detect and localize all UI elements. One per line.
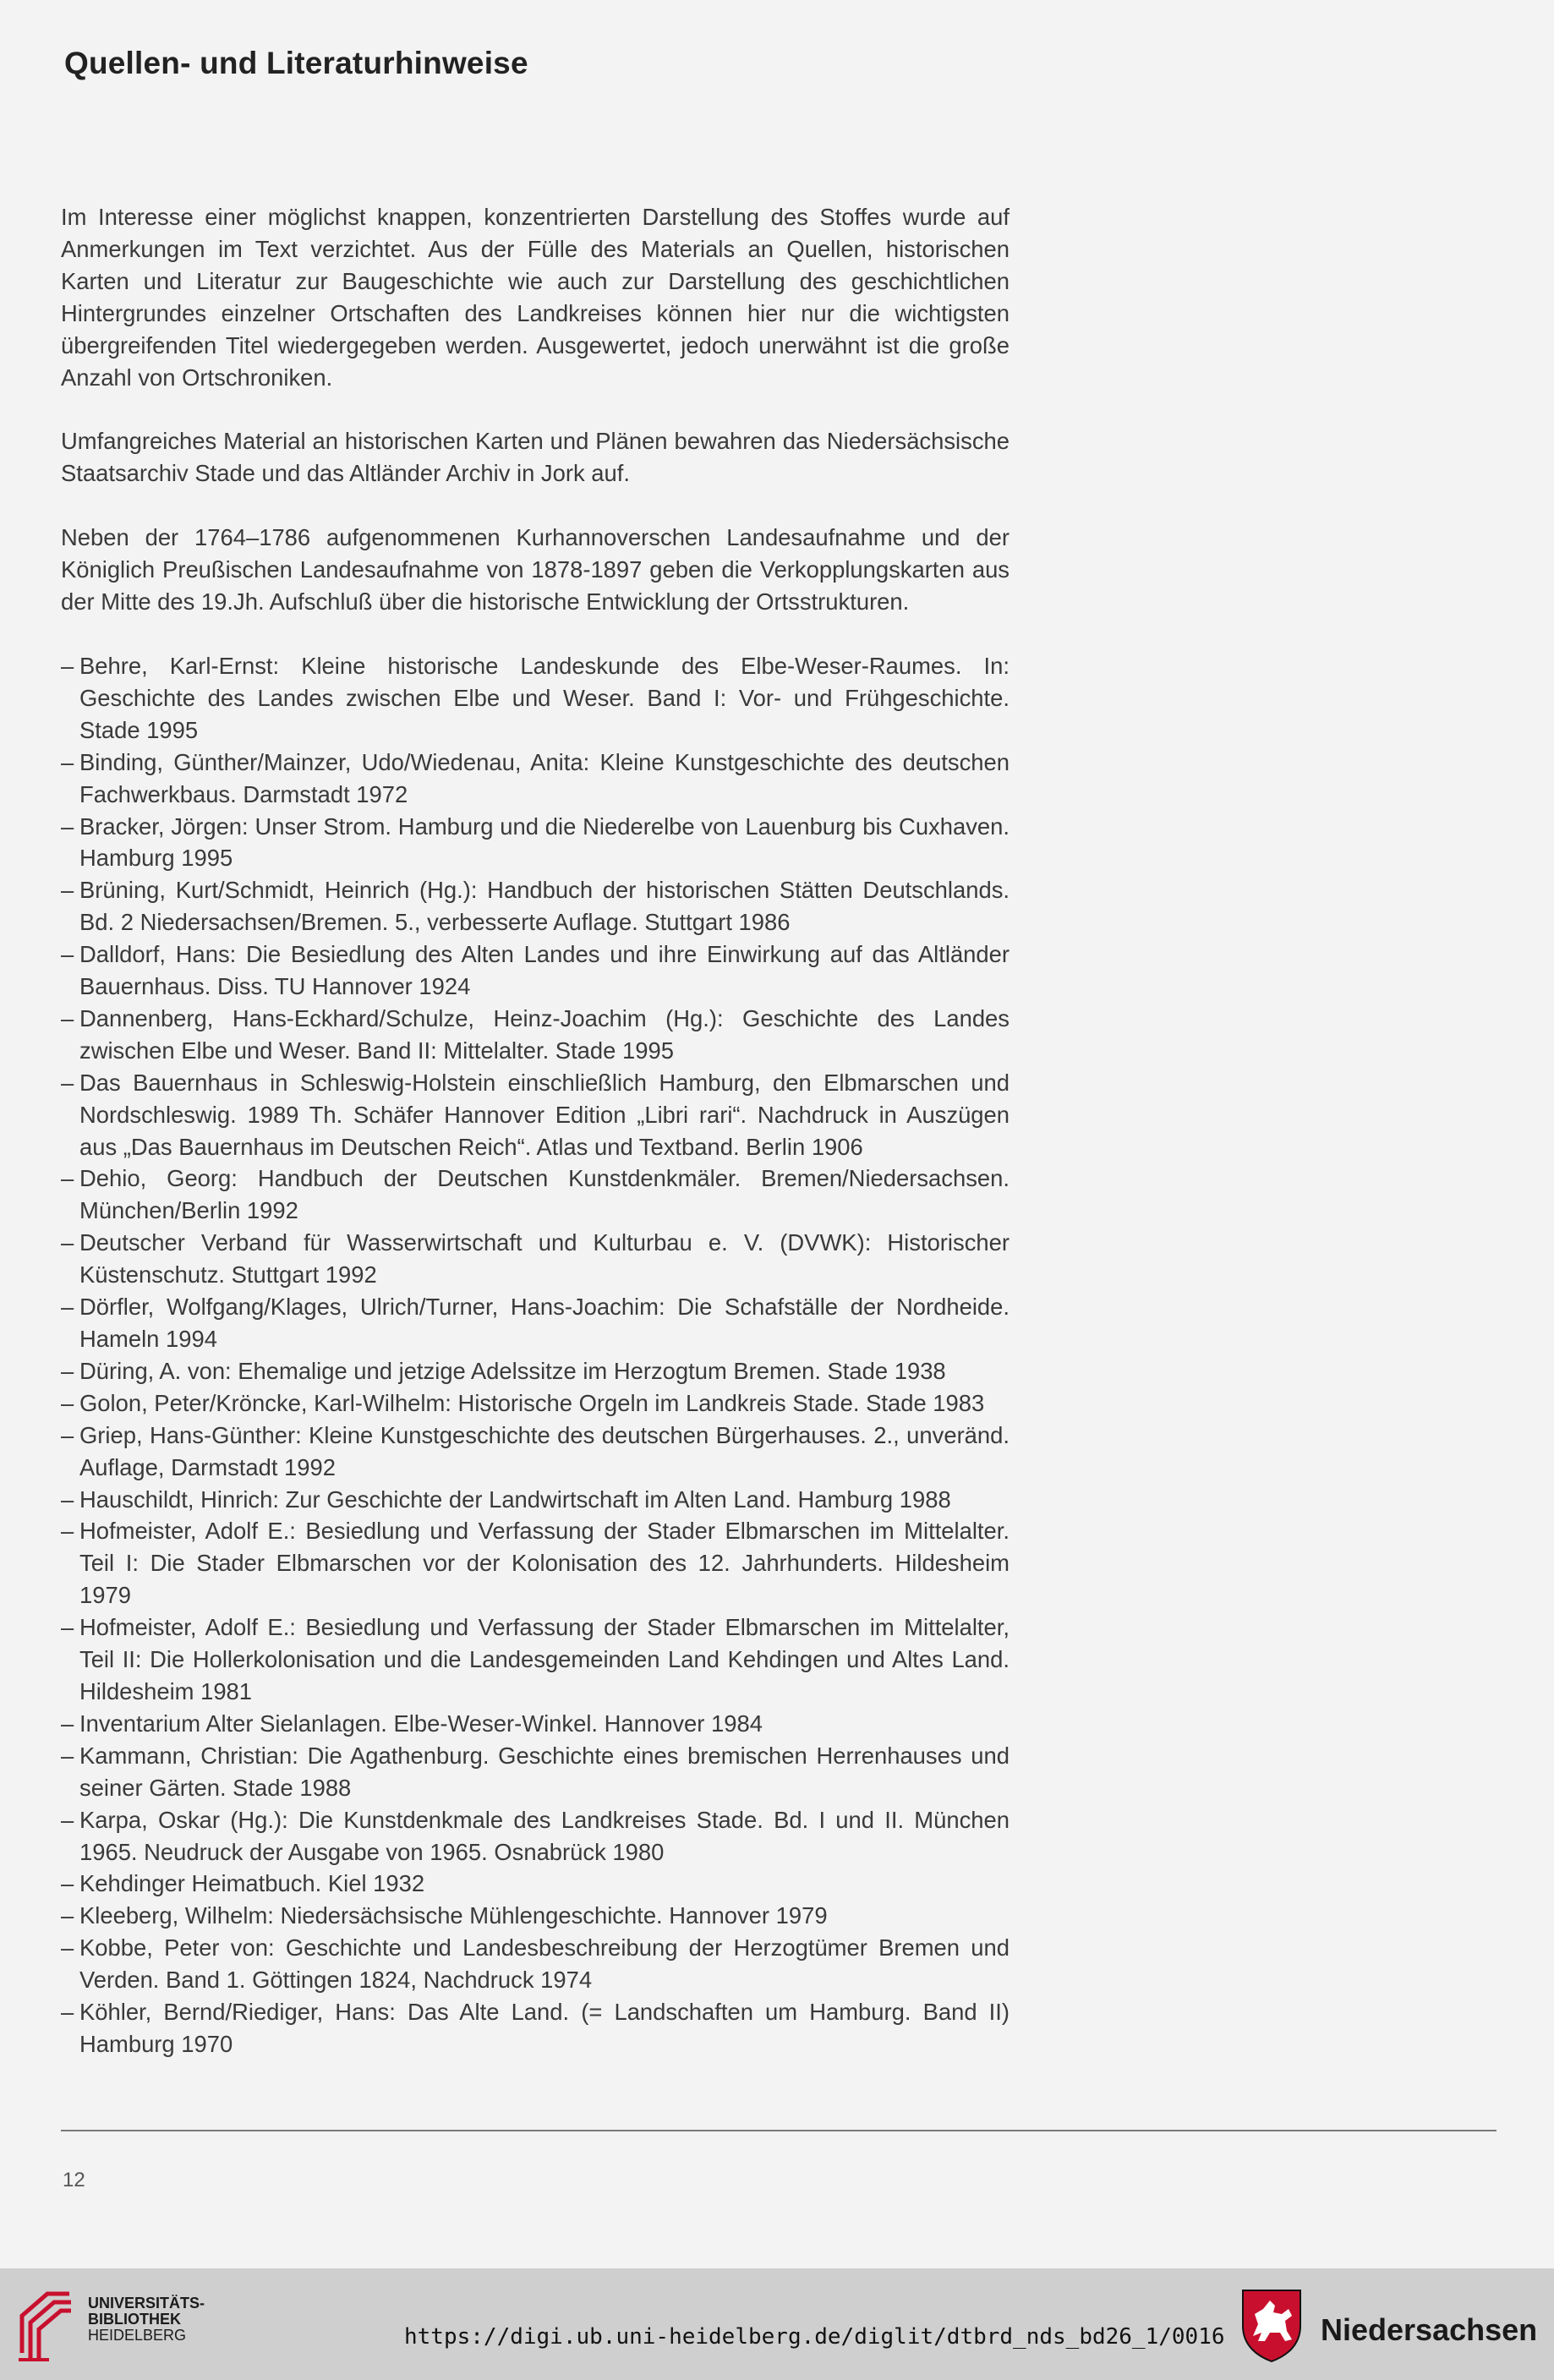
reference-item: – Karpa, Oskar (Hg.): Die Kunstdenkmale des Landkreises Stade. Bd. I und II. München 1965. Neudruck der Ausgabe von 1965. Osnabrück 1980 (61, 1804, 1010, 1868)
reference-item: – Kobbe, Peter von: Geschichte und Landesbeschreibung der Herzogtümer Bremen und Verden. Band 1. Göttingen 1824, Nachdruck 1974 (61, 1932, 1010, 1996)
reference-item: – Köhler, Bernd/Riediger, Hans: Das Alte Land. (= Landschaften um Hamburg. Band II) Hamburg 1970 (61, 1996, 1010, 2060)
reference-item: – Bracker, Jörgen: Unser Strom. Hamburg und die Niederelbe von Lauenburg bis Cuxhaven. Hamburg 1995 (61, 811, 1010, 875)
document-body (61, 201, 1010, 2060)
maps-paragraph: Neben der 1764–1786 aufgenommenen Kurhannoverschen Landesaufnahme und der Königlich Preußischen Landesaufnahme von 1878-1897 geben die Verkopplungskarten aus der Mitte des 19.Jh. Aufschluß über die historische Entwicklung der Ortsstrukturen. (61, 524, 1010, 616)
reference-item: – Griep, Hans-Günther: Kleine Kunstgeschichte des deutschen Bürgerhauses. 2., unveränd. Auflage, Darmstadt 1992 (61, 1420, 1010, 1484)
university-library-logo-icon (15, 2287, 76, 2363)
library-name-line: UNIVERSITÄTS- (88, 2295, 205, 2312)
intro-paragraph: Im Interesse einer möglichst knappen, konzentrierten Darstellung des Stoffes wurde auf Anmerkungen im Text verzichtet. Aus der Fülle des Materials an Quellen, historischen Karten und Literatur zur Baugeschichte wie auch zur Darstellung des geschichtlichen Hintergrundes einzelner Ortschaften des Landkreises können hier nur die wichtigsten übergreifenden Titel wiedergegeben werden. Ausgewertet, jedoch unerwähnt ist die große Anzahl von Ortschroniken. (61, 204, 1010, 391)
reference-item: – Hauschildt, Hinrich: Zur Geschichte der Landwirtschaft im Alten Land. Hamburg 1988 (61, 1484, 1010, 1516)
reference-item: – Kammann, Christian: Die Agathenburg. Geschichte eines bremischen Herrenhauses und seiner Gärten. Stade 1988 (61, 1740, 1010, 1804)
source-url-link[interactable]: https://digi.ub.uni-heidelberg.de/diglit/dtbrd_nds_bd26_1/0016 (404, 2324, 1225, 2350)
library-name (88, 2295, 205, 2344)
reference-item: – Dannenberg, Hans-Eckhard/Schulze, Heinz-Joachim (Hg.): Geschichte des Landes zwischen Elbe und Weser. Band II: Mittelalter. Stade 1995 (61, 1003, 1010, 1067)
reference-item: – Behre, Karl-Ernst: Kleine historische Landeskunde des Elbe-Weser-Raumes. In: Geschichte des Landes zwischen Elbe und Weser. Band I: Vor- und Frühgeschichte. Stade 1995 (61, 650, 1010, 747)
reference-item: – Kehdinger Heimatbuch. Kiel 1932 (61, 1868, 1010, 1900)
reference-item: – Hofmeister, Adolf E.: Besiedlung und Verfassung der Stader Elbmarschen im Mittelalter. Teil I: Die Stader Elbmarschen vor der Kolonisation des 12. Jahrhunderts. Hildesheim 1979 (61, 1515, 1010, 1611)
state-name: Niedersachsen (1321, 2312, 1538, 2347)
reference-item: – Kleeberg, Wilhelm: Niedersächsische Mühlengeschichte. Hannover 1979 (61, 1900, 1010, 1932)
page-number: 12 (63, 2169, 85, 2191)
library-name-line: BIBLIOTHEK (88, 2311, 181, 2328)
reference-item: – Dalldorf, Hans: Die Besiedlung des Alten Landes und ihre Einwirkung auf das Altländer Bauernhaus. Diss. TU Hannover 1924 (61, 938, 1010, 1003)
reference-item: – Hofmeister, Adolf E.: Besiedlung und Verfassung der Stader Elbmarschen im Mittelalter, Teil II: Die Hollerkolonisation und die Landesgemeinden Land Kehdingen und Altes Land. Hildesheim 1981 (61, 1611, 1010, 1708)
reference-item: – Dehio, Georg: Handbuch der Deutschen Kunstdenkmäler. Bremen/Niedersachsen. München/Berlin 1992 (61, 1163, 1010, 1227)
state-coat-of-arms-icon (1239, 2287, 1304, 2363)
reference-item: – Inventarium Alter Sielanlagen. Elbe-Weser-Winkel. Hannover 1984 (61, 1708, 1010, 1740)
reference-item: – Das Bauernhaus in Schleswig-Holstein einschließlich Hamburg, den Elbmarschen und Nordschleswig. 1989 Th. Schäfer Hannover Edition „Libri rari“. Nachdruck in Auszügen aus „Das Bauernhaus im Deutschen Reich“. Atlas und Textband. Berlin 1906 (61, 1067, 1010, 1163)
library-name-line: HEIDELBERG (88, 2327, 187, 2344)
reference-item: – Golon, Peter/Kröncke, Karl-Wilhelm: Historische Orgeln im Landkreis Stade. Stade 1983 (61, 1387, 1010, 1420)
reference-item: – Dörfler, Wolfgang/Klages, Ulrich/Turner, Hans-Joachim: Die Schafställe der Nordheide. Hameln 1994 (61, 1291, 1010, 1355)
reference-item: – Deutscher Verband für Wasserwirtschaft und Kulturbau e. V. (DVWK): Historischer Küstenschutz. Stuttgart 1992 (61, 1227, 1010, 1291)
digitization-banner (0, 2268, 1554, 2380)
reference-list (61, 650, 1010, 2060)
reference-item: – Düring, A. von: Ehemalige und jetzige Adelssitze im Herzogtum Bremen. Stade 1938 (61, 1355, 1010, 1387)
reference-item: – Binding, Günther/Mainzer, Udo/Wiedenau, Anita: Kleine Kunstgeschichte des deutschen Fachwerkbaus. Darmstadt 1972 (61, 747, 1010, 811)
reference-item: – Brüning, Kurt/Schmidt, Heinrich (Hg.): Handbuch der historischen Stätten Deutschlands. Bd. 2 Niedersachsen/Bremen. 5., verbesserte Auflage. Stuttgart 1986 (61, 874, 1010, 938)
footer-divider (61, 2130, 1497, 2131)
page-title: Quellen- und Literaturhinweise (64, 46, 528, 80)
archive-paragraph: Umfangreiches Material an historischen Karten und Plänen bewahren das Niedersächsische Staatsarchiv Stade und das Altländer Archiv in Jork auf. (61, 428, 1010, 487)
